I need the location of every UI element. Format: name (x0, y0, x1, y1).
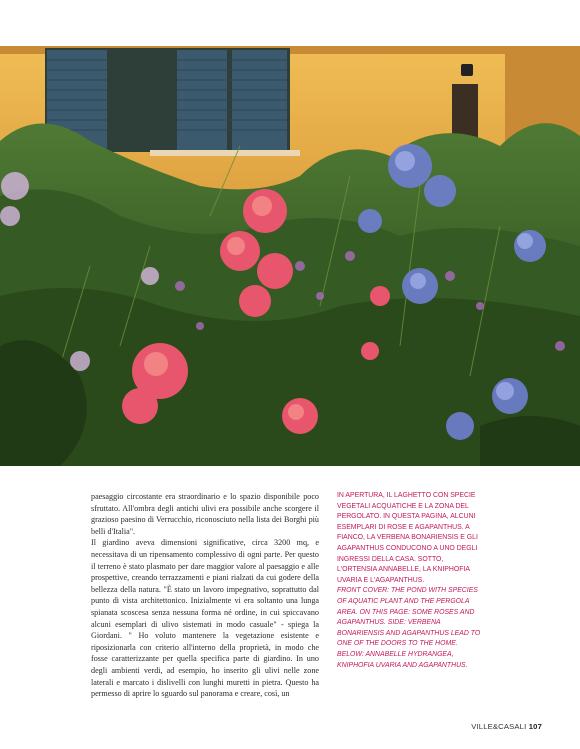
body-paragraph: Il giardino aveva dimensioni significative, circa 3200 mq, e necessitava di un ripensamento complessivo di ogni parte. Per questo il terreno è stato plasmato per dare maggior valore al paesaggio e alle prospettive, creando terrazzamenti e piani rialzati da cui godere della bellezza della natura. "È stato un lavoro impegnativo, soprattutto dal punto di vista architettonico. Inizialmente vi era soltanto una lunga spianata scoscesa senza nessuna forma né ordine, in cui spiccavano alcuni esemplari di ulivo sistemati in modo casuale" - spiega la Giordani. " Ho voluto mantenere la vegetazione esistente e riposizionarla con criterio all'interno della proprietà, in modo che fosse caratterizzante per quella specifica parte di giardino. In uno degli ambienti verdi, ad esempio, ho inserito gli ulivi nelle zone laterali e marcato i dislivelli con lunghi muretti in pietra. Questo ha permesso di aprire lo sguardo sul panorama e creare, così, un (91, 538, 319, 699)
caption-italian: IN APERTURA, IL LAGHETTO CON SPECIE VEGETALI ACQUATICHE E LA ZONA DEL PERGOLATO. IN QUESTA PAGINA, ALCUNI ESEMPLARI DI ROSE E AGAPANTHUS. A FIANCO, LA VERBENA BONARIENSIS E GLI AGAPANTHUS CONDUCONO A UNO DEGLI INGRESSI DELLA CASA. SOTTO, L'ORTENSIA ANNABELLE, LA KNIPHOFIA UVARIA E L'AGAPANTHUS. (337, 492, 478, 584)
page-number: 107 (528, 722, 542, 731)
garden-photo (0, 46, 580, 466)
magazine-name: VILLE&CASALI (471, 722, 527, 731)
page-footer (471, 722, 542, 731)
caption-english: FRONT COVER: THE POND WITH SPECIES OF AQUATIC PLANT AND THE PERGOLA AREA. ON THIS PAGE: SOME ROSES AND AGAPANTHUS. SIDE: VERBENA BONARIENSIS AND AGAPANTHUS LEAD TO ONE OF THE DOORS TO THE HOME. BELOW: ANNABELLE HYDRANGEA, KNIPHOFIA UVARIA AND AGAPANTHUS. (337, 587, 481, 669)
photo-caption (337, 491, 483, 671)
article-body (91, 491, 319, 700)
garden-illustration (0, 46, 580, 466)
body-paragraph: paesaggio circostante era straordinario e lo spazio disponibile poco sfruttato. All'ombra degli antichi ulivi era possibile anche scorgere il grazioso paesino di Verrucchio, riconosciuto nella lista dei Borghi più belli d'Italia". (91, 492, 319, 536)
